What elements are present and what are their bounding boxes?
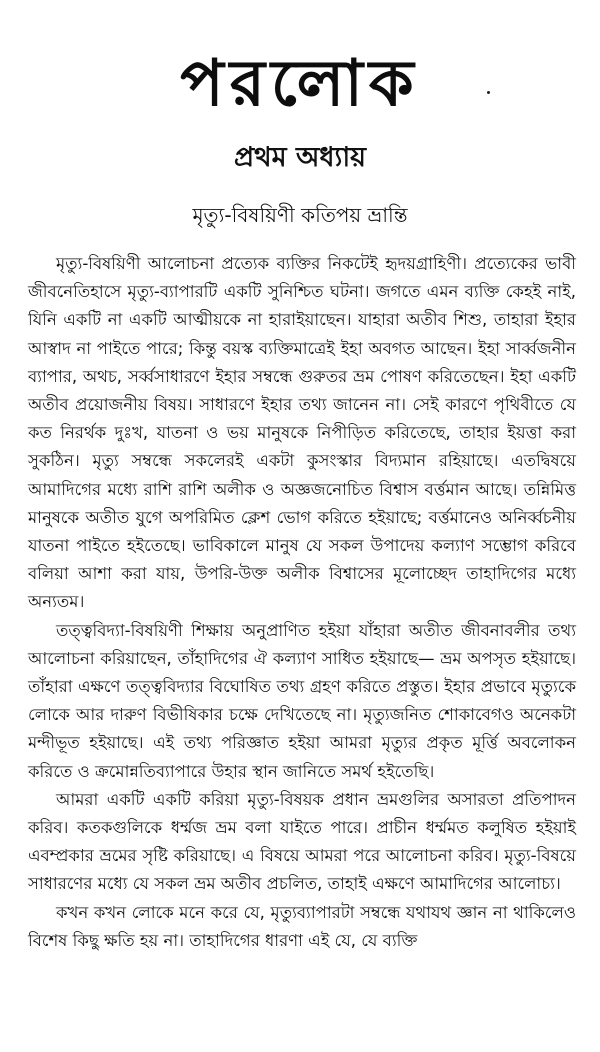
book-title: পরলোক [180,47,420,121]
body-text [28,250,576,955]
paragraph-3: আমরা একটি একটি করিয়া মৃত্যু-বিষয়ক প্রধান ভ্রমগুলির অসারতা প্রতিপাদন করিব। কতকগুলিকে ধর্ম্মজ ভ্রম বলা যাইতে পারে। প্রাচীন ধর্ম্মমত কলুষিত হইয়াই এবম্প্রকার ভ্রমের সৃষ্টি করিয়াছে। এ বিষয়ে আমরা পরে আলোচনা করিব। মৃত্যু-বিষয়ে সাধারণের মধ্যে যে সকল ভ্রম অতীব প্রচলিত, তাহাই এক্ষণে আমাদিগের আলোচ্য। [28,789,576,894]
paragraph-4: কখন কখন লোকে মনে করে যে, মৃত্যুব্যাপারটা সম্বন্ধে যথাযথ জ্ঞান না থাকিলেও বিশেষ কিছু ক্ষতি হয় না। তাহাদিগের ধারণা এই যে, যে ব্যক্তি [28,902,576,950]
print-speck [487,91,490,94]
paragraph-2: তত্ত্ববিদ্যা-বিষয়িণী শিক্ষায় অনুপ্রাণিত হইয়া যাঁহারা অতীত জীবনাবলীর তথ্য আলোচনা করিয়াছেন, তাঁহাদিগের ঐ কল্যাণ সাধিত হইয়াছে— ভ্রম অপসৃত হইয়াছে। তাঁহারা এক্ষণে তত্ত্ববিদ্যার বিঘোষিত তথ্য গ্রহণ করিতে প্রস্তুত। ইহার প্রভাবে মৃত্যুকে লোকে আর দারুণ বিভীষিকার চক্ষে দেখিতেছে না। মৃত্যুজনিত শোকাবেগও অনেকটা মন্দীভূত হইয়াছে। এই তথ্য পরিজ্ঞাত হইয়া আমরা মৃত্যুর প্রকৃত মূর্ত্তি অবলোকন করিতে ও ক্রমোন্নতিব্যাপারে উহার স্থান জানিতে সমর্থ হইতেছি। [28,620,576,781]
chapter-title: প্রথম অধ্যায় [233,142,367,173]
paragraph-1: মৃত্যু-বিষয়িণী আলোচনা প্রত্যেক ব্যক্তির নিকটেই হৃদয়গ্রাহিণী। প্রত্যেকের ভাবী জীবনেতিহাসে মৃত্যু-ব্যাপারটি একটি সুনিশ্চিত ঘটনা। জগতে এমন ব্যক্তি কেহই নাই, যিনি একটি না একটি আত্মীয়কে না হারাইয়াছেন। যাহারা অতীব শিশু, তাহারা ইহার আস্বাদ না পাইতে পারে; কিন্তু বয়স্ক ব্যক্তিমাত্রেই ইহা অবগত আছেন। ইহা সার্ব্বজনীন ব্যাপার, অথচ, সর্ব্বসাধারণে ইহার সম্বন্ধে গুরুতর ভ্রম পোষণ করিতেছেন। ইহা একটি অতীব প্রয়োজনীয় বিষয়। সাধারণে ইহার তথ্য জানেন না। সেই কারণে পৃথিবীতে যে কত নিরর্থক দুঃখ, যাতনা ও ভয় মানুষকে নিপীড়িত করিতেছে, তাহার ইয়ত্তা করা সুকঠিন। মৃত্যু সম্বন্ধে সকলেরই একটা কুসংস্কার বিদ্যমান রহিয়াছে। এতদ্বিষয়ে আমাদিগের মধ্যে রাশি রাশি অলীক ও অজ্ঞজনোচিত বিশ্বাস বর্ত্তমান আছে। তন্নিমিত্ত মানুষকে অতীত যুগে অপরিমিত ক্লেশ ভোগ করিতে হইয়াছে; বর্ত্তমানেও অনির্ব্বচনীয় যাতনা পাইতে হইতেছে। ভাবিকালে মানুষ যে সকল উপাদেয় কল্যাণ সম্ভোগ করিবে বলিয়া আশা করা যায়, উপরি-উক্ত অলীক বিশ্বাসের মূলোচ্ছেদ তাহাদিগের মধ্যে অন্যতম। [28,254,576,612]
section-title: মৃত্যু-বিষয়িণী কতিপয় ভ্রান্তি [192,203,408,227]
